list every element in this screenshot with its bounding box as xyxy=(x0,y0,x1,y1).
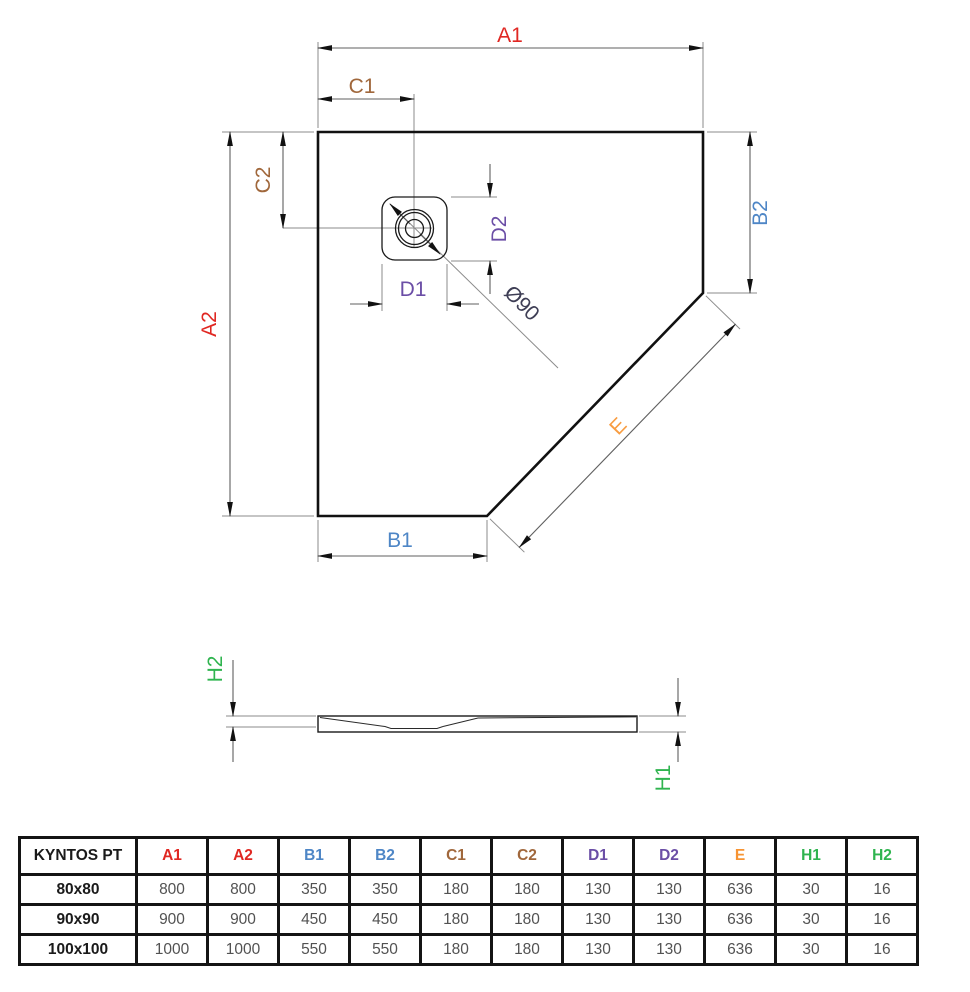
label-e: E xyxy=(605,413,632,440)
table-cell: 180 xyxy=(492,935,563,965)
dimension-e xyxy=(519,324,735,547)
table-cell: 636 xyxy=(705,875,776,905)
table-cell: 900 xyxy=(208,905,279,935)
table-header-b2: B2 xyxy=(350,838,421,875)
table-cell: 130 xyxy=(634,905,705,935)
label-c1: C1 xyxy=(348,75,376,98)
table-cell: 30 xyxy=(776,935,847,965)
table-header-c2: C2 xyxy=(492,838,563,875)
table-cell: 800 xyxy=(208,875,279,905)
side-dimension-lines xyxy=(233,660,678,762)
plan-view-labels xyxy=(198,24,772,552)
table-cell: 180 xyxy=(492,905,563,935)
table-cell: 30 xyxy=(776,905,847,935)
size-cell: 80x80 xyxy=(20,875,137,905)
table-cell: 130 xyxy=(563,875,634,905)
table-cell: 130 xyxy=(563,905,634,935)
size-cell: 90x90 xyxy=(20,905,137,935)
table-header-h2: H2 xyxy=(847,838,918,875)
plan-view xyxy=(198,24,772,562)
table-cell: 350 xyxy=(350,875,421,905)
table-cell: 180 xyxy=(492,875,563,905)
table-cell: 16 xyxy=(847,935,918,965)
table-cell: 636 xyxy=(705,905,776,935)
table-header-row xyxy=(20,838,918,875)
table-row-90x90 xyxy=(20,905,918,935)
label-b2: B2 xyxy=(749,200,772,226)
extension-lines xyxy=(222,42,757,562)
table-cell: 350 xyxy=(279,875,350,905)
table-cell: 30 xyxy=(776,875,847,905)
table-header-c1: C1 xyxy=(421,838,492,875)
dimensions-table xyxy=(18,836,919,966)
table-cell: 16 xyxy=(847,875,918,905)
table-row-80x80 xyxy=(20,875,918,905)
table-cell: 180 xyxy=(421,905,492,935)
drain-diameter-arrow-lower xyxy=(420,234,440,254)
table-header-d2: D2 xyxy=(634,838,705,875)
label-c2: C2 xyxy=(252,166,275,194)
table-cell: 130 xyxy=(634,935,705,965)
table-header-a2: A2 xyxy=(208,838,279,875)
table-cell: 550 xyxy=(279,935,350,965)
side-view xyxy=(204,656,686,792)
table-cell: 450 xyxy=(350,905,421,935)
label-b1: B1 xyxy=(387,529,413,552)
table-row-100x100 xyxy=(20,935,918,965)
table-cell: 800 xyxy=(137,875,208,905)
label-h1: H1 xyxy=(652,764,675,792)
table-cell: 180 xyxy=(421,935,492,965)
label-d2: D2 xyxy=(488,215,511,243)
table-cell: 1000 xyxy=(208,935,279,965)
table-cell: 900 xyxy=(137,905,208,935)
table-cell: 450 xyxy=(279,905,350,935)
table-header-h1: H1 xyxy=(776,838,847,875)
table-header-product: KYNTOS PT xyxy=(20,838,137,875)
table-header-e: E xyxy=(705,838,776,875)
dimensions-table-wrap xyxy=(18,836,919,966)
tray-cross-section xyxy=(318,716,637,732)
label-a2: A2 xyxy=(198,311,221,337)
table-header-b1: B1 xyxy=(279,838,350,875)
table-header-d1: D1 xyxy=(563,838,634,875)
label-d1: D1 xyxy=(399,278,427,301)
table-header-a1: A1 xyxy=(137,838,208,875)
table-cell: 636 xyxy=(705,935,776,965)
table-cell: 130 xyxy=(634,875,705,905)
table-cell: 550 xyxy=(350,935,421,965)
table-cell: 130 xyxy=(563,935,634,965)
label-a1: A1 xyxy=(497,24,523,47)
table-cell: 180 xyxy=(421,875,492,905)
table-cell: 1000 xyxy=(137,935,208,965)
label-h2: H2 xyxy=(204,655,227,683)
label-drain-diameter: Ø90 xyxy=(499,281,544,326)
size-cell: 100x100 xyxy=(20,935,137,965)
table-cell: 16 xyxy=(847,905,918,935)
tray-outline xyxy=(318,132,703,516)
